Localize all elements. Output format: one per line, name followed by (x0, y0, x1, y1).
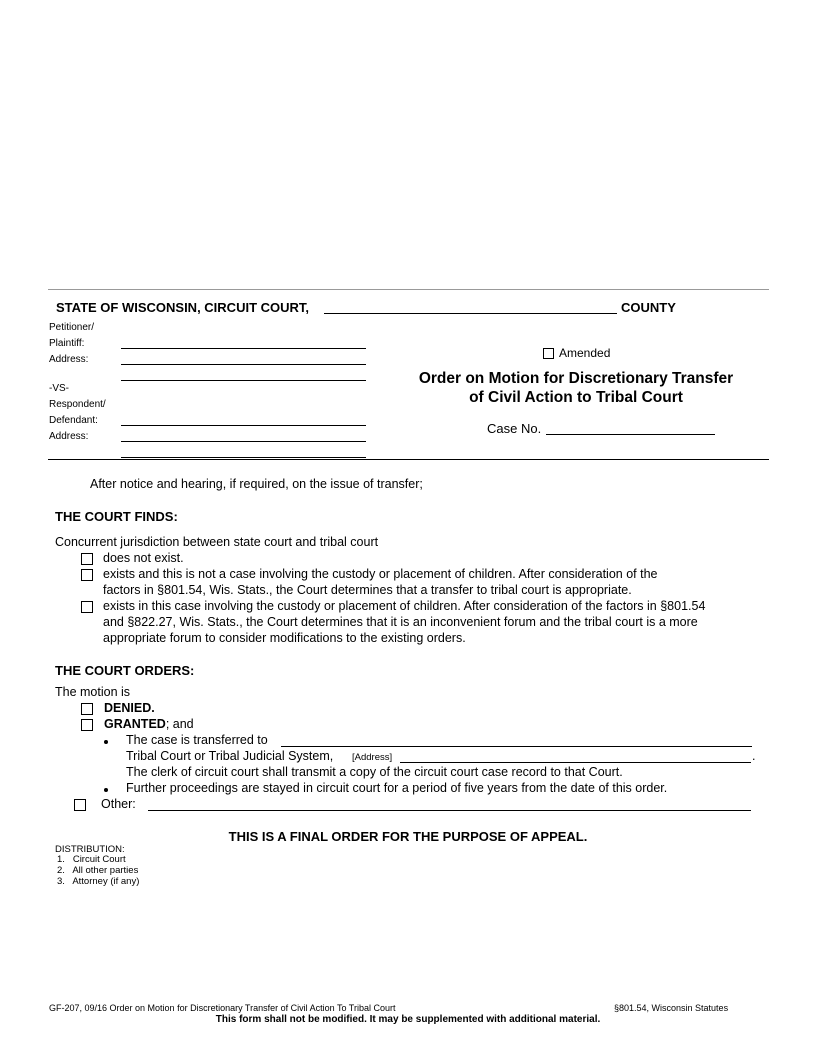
respondent-address-field-2[interactable] (121, 457, 366, 458)
does-not-exist-checkbox[interactable] (81, 553, 93, 565)
petitioner-address-field-1[interactable] (121, 364, 366, 365)
exists-custody-checkbox[interactable] (81, 601, 93, 613)
granted-label-group (104, 717, 194, 731)
footer-notice: This form shall not be modified. It may be supplemented with additional material. (215, 1014, 601, 1025)
footer-statute: §801.54, Wisconsin Statutes (614, 1003, 729, 1013)
respondent-address-label: Address: (49, 431, 89, 442)
granted-label: GRANTED (104, 717, 166, 731)
finding-2-line-1: exists and this is not a case involving the custody or placement of children. After consideration of the (103, 567, 658, 581)
distribution-item: 1. Circuit Court (57, 854, 126, 865)
finding-3-line-2: and §822.27, Wis. Stats., the Court determines that it is an inconvenient forum and the tribal court is a more (103, 615, 698, 629)
form-title-line-1: Order on Motion for Discretionary Transfer (418, 370, 734, 387)
denied-checkbox[interactable] (81, 703, 93, 715)
top-rule (48, 289, 769, 290)
distribution-heading: DISTRIBUTION: (55, 844, 125, 855)
plaintiff-label: Plaintiff: (49, 338, 85, 349)
finding-1-text: does not exist. (103, 551, 184, 565)
granted-and-text: ; and (165, 717, 194, 731)
bullet-icon (104, 740, 108, 744)
address-label: [Address] (352, 752, 393, 763)
distribution-item: 3. Attorney (if any) (57, 876, 140, 887)
clerk-text: The clerk of circuit court shall transmit a copy of the circuit court case record to that Court. (126, 765, 623, 779)
county-label: COUNTY (621, 300, 676, 315)
respondent-label: Respondent/ (49, 399, 106, 410)
respondent-address-field-1[interactable] (121, 441, 366, 442)
other-checkbox[interactable] (74, 799, 86, 811)
tribal-court-text: Tribal Court or Tribal Judicial System, (126, 749, 334, 763)
petitioner-label: Petitioner/ (49, 322, 95, 333)
tribal-court-address-field[interactable] (400, 762, 751, 763)
court-orders-heading: THE COURT ORDERS: (55, 663, 195, 678)
amended-checkbox[interactable] (543, 348, 554, 359)
defendant-label: Defendant: (49, 415, 98, 426)
distribution-item: 2. All other parties (57, 865, 139, 876)
transferred-to-text: The case is transferred to (126, 733, 268, 747)
county-name-field[interactable] (324, 313, 617, 314)
other-field[interactable] (148, 810, 751, 811)
respondent-name-field[interactable] (121, 425, 366, 426)
motion-is-text: The motion is (55, 685, 131, 699)
case-no-field[interactable] (546, 434, 715, 435)
finding-3-line-3: appropriate forum to consider modifications to the existing orders. (103, 631, 466, 645)
granted-checkbox[interactable] (81, 719, 93, 731)
caption-bottom-rule (48, 459, 769, 460)
vs-label: -VS- (49, 383, 69, 394)
final-order-statement: THIS IS A FINAL ORDER FOR THE PURPOSE OF APPEAL. (228, 829, 588, 844)
concurrent-jurisdiction-text: Concurrent jurisdiction between state court and tribal court (55, 535, 379, 549)
amended-label: Amended (559, 346, 611, 360)
other-label: Other: (101, 797, 136, 811)
address-period: . (752, 749, 756, 763)
petitioner-name-field[interactable] (121, 348, 366, 349)
footer-form-id: GF-207, 09/16 Order on Motion for Discretionary Transfer of Civil Action To Tribal Court (49, 1003, 396, 1013)
denied-label: DENIED. (104, 701, 155, 715)
court-finds-heading: THE COURT FINDS: (55, 509, 178, 524)
petitioner-address-label: Address: (49, 354, 89, 365)
finding-3-line-1: exists in this case involving the custody or placement of children. After consideration of the factors in §801.54 (103, 599, 706, 613)
case-no-label: Case No. (487, 421, 542, 436)
form-title-line-2: of Civil Action to Tribal Court (469, 389, 683, 406)
exists-not-custody-checkbox[interactable] (81, 569, 93, 581)
petitioner-address-field-2[interactable] (121, 380, 366, 381)
stayed-text: Further proceedings are stayed in circuit court for a period of five years from the date of this order. (126, 781, 668, 795)
finding-2-line-2: factors in §801.54, Wis. Stats., the Court determines that a transfer to tribal court is appropriate. (103, 583, 632, 597)
bullet-icon (104, 788, 108, 792)
state-court-label: STATE OF WISCONSIN, CIRCUIT COURT, (56, 300, 310, 315)
intro-text: After notice and hearing, if required, on the issue of transfer; (90, 477, 423, 491)
tribal-court-name-field[interactable] (281, 746, 752, 747)
